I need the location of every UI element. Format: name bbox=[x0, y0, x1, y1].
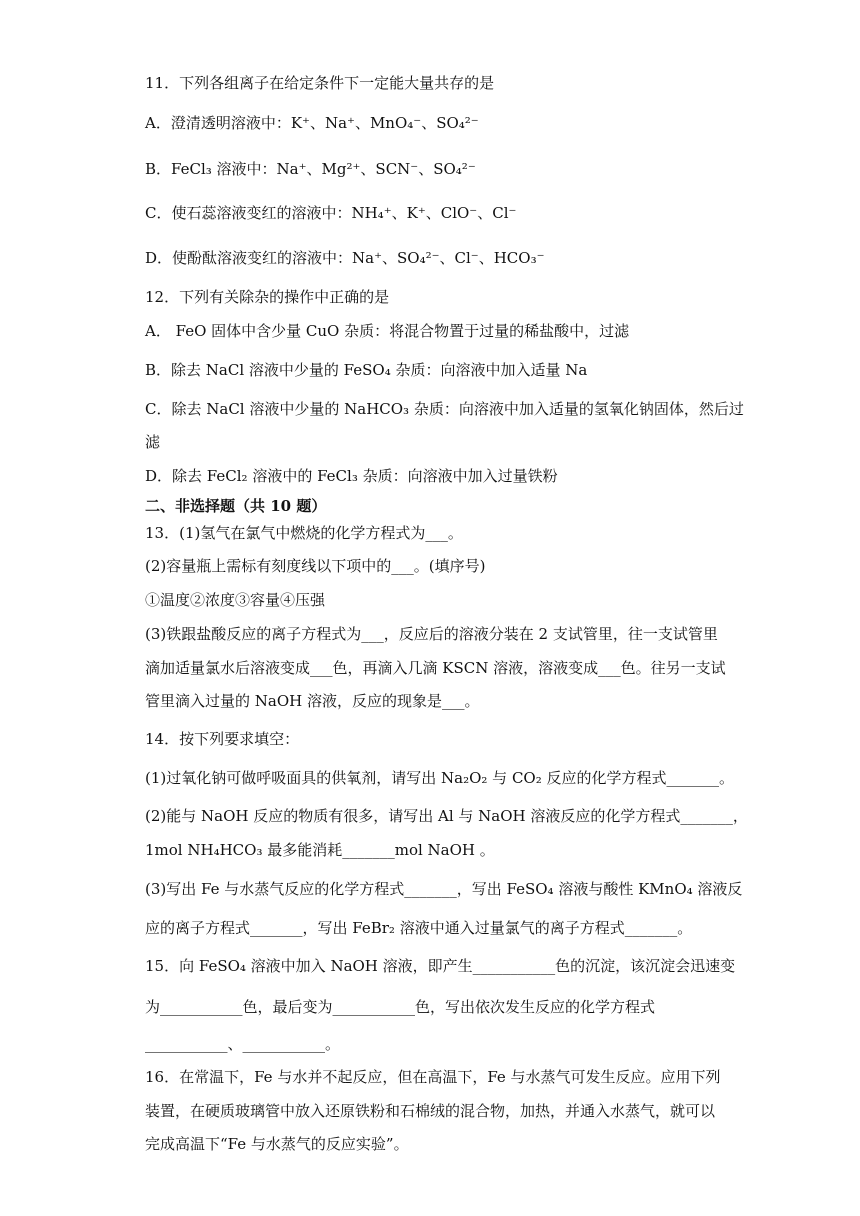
q11-option-c: C．使石蕊溶液变红的溶液中：NH₄⁺、K⁺、ClO⁻、Cl⁻ bbox=[145, 204, 517, 222]
q12-option-c-line2: 滤 bbox=[145, 433, 161, 451]
q13-line2: (2)容量瓶上需标有刻度线以下项中的___。(填序号) bbox=[145, 557, 486, 575]
q11-option-b: B．FeCl₃ 溶液中：Na⁺、Mg²⁺、SCN⁻、SO₄²⁻ bbox=[145, 160, 476, 178]
q13-line6: 管里滴入过量的 NaOH 溶液，反应的现象是___。 bbox=[145, 692, 480, 710]
q15-line3: ___________、___________。 bbox=[145, 1035, 341, 1053]
q12-stem: 12．下列有关除杂的操作中正确的是 bbox=[145, 288, 390, 306]
q12-option-c-line1: C．除去 NaCl 溶液中少量的 NaHCO₃ 杂质：向溶液中加入适量的氢氧化钠固体，然后过 bbox=[145, 400, 744, 418]
section-heading: 二、非选择题（共 10 题） bbox=[145, 497, 327, 515]
q11-option-a: A．澄清透明溶液中：K⁺、Na⁺、MnO₄⁻、SO₄²⁻ bbox=[145, 114, 479, 132]
q13-line5: 滴加适量氯水后溶液变成___色，再滴入几滴 KSCN 溶液，溶液变成___色。往另一支试 bbox=[145, 659, 726, 677]
q12-option-a: A． FeO 固体中含少量 CuO 杂质：将混合物置于过量的稀盐酸中，过滤 bbox=[145, 322, 630, 340]
q12-option-d: D．除去 FeCl₂ 溶液中的 FeCl₃ 杂质：向溶液中加入过量铁粉 bbox=[145, 467, 558, 485]
q13-line4: (3)铁跟盐酸反应的离子方程式为___，反应后的溶液分装在 2 支试管里，往一支试管里 bbox=[145, 625, 718, 643]
q14-line5: (3)写出 Fe 与水蒸气反应的化学方程式_______，写出 FeSO₄ 溶液与酸性 KMnO₄ 溶液反 bbox=[145, 880, 743, 898]
q16-line1: 16．在常温下，Fe 与水并不起反应，但在高温下，Fe 与水蒸气可发生反应。应用下列 bbox=[145, 1068, 721, 1086]
q15-line1: 15．向 FeSO₄ 溶液中加入 NaOH 溶液，即产生___________色的沉淀，该沉淀会迅速变 bbox=[145, 957, 736, 975]
q14-line3: (2)能与 NaOH 反应的物质有很多，请写出 Al 与 NaOH 溶液反应的化学方程式_______， bbox=[145, 807, 748, 825]
q15-line2: 为___________色，最后变为___________色，写出依次发生反应的化学方程式 bbox=[145, 998, 656, 1016]
q13-line3: ①温度②浓度③容量④压强 bbox=[145, 591, 326, 609]
q13-line1: 13．(1)氢气在氯气中燃烧的化学方程式为___。 bbox=[145, 524, 463, 542]
q11-stem: 11．下列各组离子在给定条件下一定能大量共存的是 bbox=[145, 74, 495, 92]
q14-line1: 14．按下列要求填空： bbox=[145, 730, 300, 748]
q16-line3: 完成高温下“Fe 与水蒸气的反应实验”。 bbox=[145, 1135, 409, 1153]
q14-line6: 应的离子方程式_______，写出 FeBr₂ 溶液中通入过量氯气的离子方程式_______。 bbox=[145, 919, 693, 937]
q11-option-d: D．使酚酞溶液变红的溶液中：Na⁺、SO₄²⁻、Cl⁻、HCO₃⁻ bbox=[145, 249, 545, 267]
q16-line2: 装置，在硬质玻璃管中放入还原铁粉和石棉绒的混合物，加热，并通入水蒸气，就可以 bbox=[145, 1102, 716, 1120]
q12-option-b: B．除去 NaCl 溶液中少量的 FeSO₄ 杂质：向溶液中加入适量 Na bbox=[145, 361, 588, 379]
q14-line4: 1mol NH₄HCO₃ 最多能消耗_______mol NaOH 。 bbox=[145, 841, 495, 859]
q14-line2: (1)过氧化钠可做呼吸面具的供氧剂，请写出 Na₂O₂ 与 CO₂ 反应的化学方程式_______。 bbox=[145, 769, 735, 787]
